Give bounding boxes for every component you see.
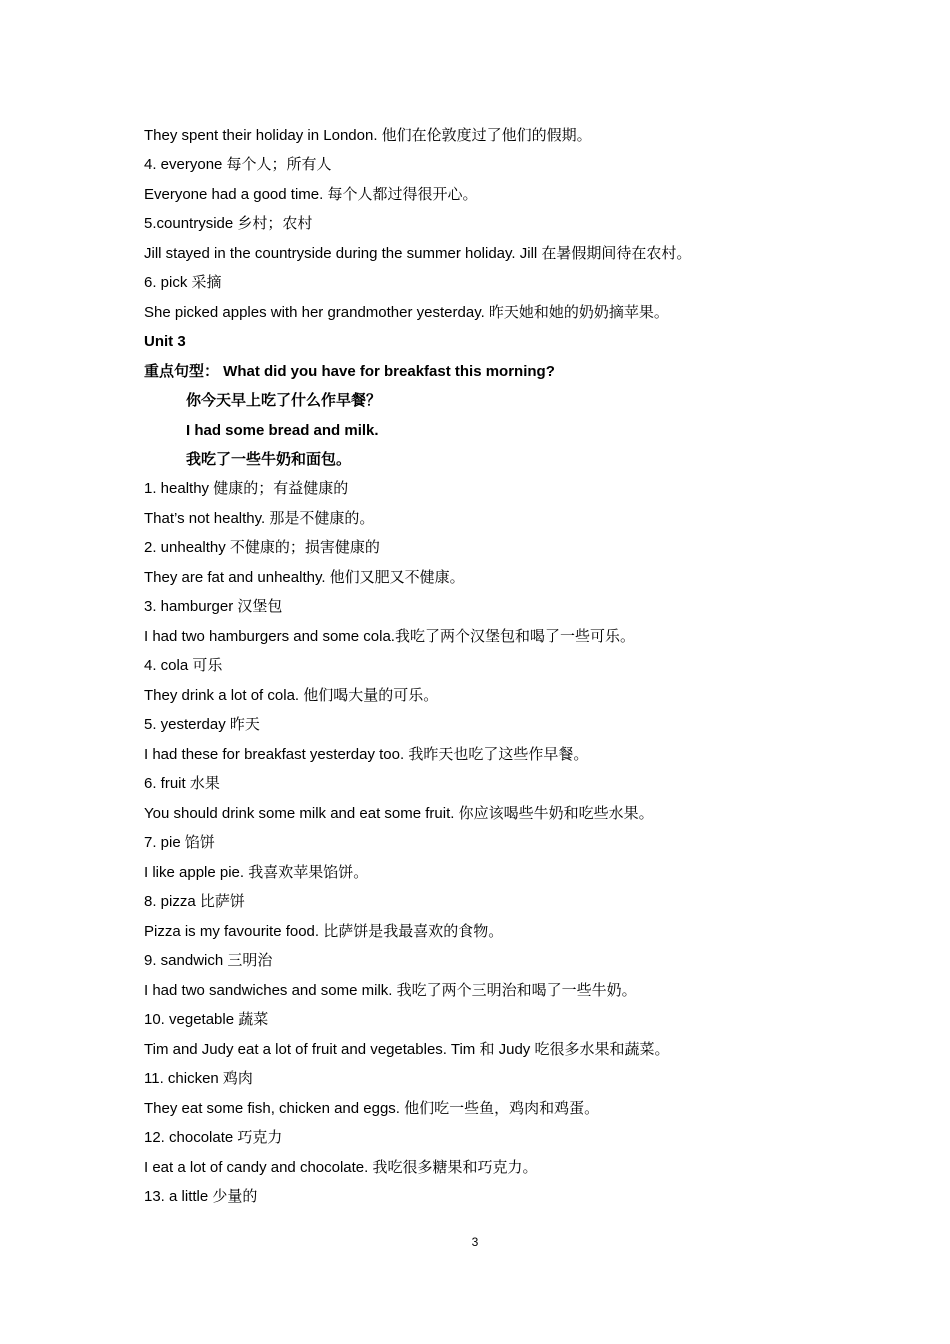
- example-sentence: I had two hamburgers and some cola.我吃了两个汉堡包和喝了一些可乐。: [144, 628, 635, 645]
- vocab-entry: 13. a little 少量的: [144, 1188, 258, 1205]
- example-sentence: You should drink some milk and eat some fruit. 你应该喝些牛奶和吃些水果。: [144, 805, 654, 822]
- vocab-entry: 10. vegetable 蔬菜: [144, 1011, 269, 1028]
- key-sentence-translation: 你今天早上吃了什么作早餐？: [186, 392, 382, 409]
- example-sentence: They are fat and unhealthy. 他们又肥又不健康。: [144, 569, 465, 586]
- example-sentence: I like apple pie. 我喜欢苹果馅饼。: [144, 864, 369, 881]
- example-sentence: They drink a lot of cola. 他们喝大量的可乐。: [144, 687, 439, 704]
- vocab-entry: 2. unhealthy 不健康的；损害健康的: [144, 539, 380, 556]
- vocab-entry: 7. pie 馅饼: [144, 834, 215, 851]
- example-sentence: I eat a lot of candy and chocolate. 我吃很多糖果和巧克力。: [144, 1159, 538, 1176]
- example-sentence: She picked apples with her grandmother yesterday. 昨天她和她的奶奶摘苹果。: [144, 304, 669, 321]
- example-sentence: Jill stayed in the countryside during the summer holiday. Jill 在暑假期间待在农村。: [144, 245, 692, 262]
- vocab-entry: 4. everyone 每个人；所有人: [144, 156, 332, 173]
- unit-heading: Unit 3: [144, 333, 186, 350]
- example-sentence: Pizza is my favourite food. 比萨饼是我最喜欢的食物。: [144, 923, 504, 940]
- page-number: 3: [471, 1235, 479, 1249]
- key-sentence-answer: I had some bread and milk.: [186, 422, 379, 439]
- example-sentence: That’s not healthy. 那是不健康的。: [144, 510, 375, 527]
- vocab-entry: 6. fruit 水果: [144, 775, 220, 792]
- vocab-entry: 9. sandwich 三明治: [144, 952, 273, 969]
- vocab-entry: 3. hamburger 汉堡包: [144, 598, 283, 615]
- vocab-entry: 6. pick 采摘: [144, 274, 222, 291]
- text-line: They spent their holiday in London. 他们在伦敦度过了他们的假期。: [144, 127, 592, 144]
- vocab-entry: 11. chicken 鸡肉: [144, 1070, 253, 1087]
- key-sentence-answer-translation: 我吃了一些牛奶和面包。: [186, 451, 352, 468]
- key-sentence-pattern: 重点句型： What did you have for breakfast this morning?: [144, 363, 555, 380]
- example-sentence: I had these for breakfast yesterday too. 我昨天也吃了这些作早餐。: [144, 746, 589, 763]
- vocab-entry: 4. cola 可乐: [144, 657, 223, 674]
- example-sentence: I had two sandwiches and some milk. 我吃了两个三明治和喝了一些牛奶。: [144, 982, 637, 999]
- vocab-entry: 5.countryside 乡村；农村: [144, 215, 313, 232]
- vocab-entry: 12. chocolate 巧克力: [144, 1129, 283, 1146]
- example-sentence: They eat some fish, chicken and eggs. 他们吃一些鱼，鸡肉和鸡蛋。: [144, 1100, 600, 1117]
- example-sentence: Everyone had a good time. 每个人都过得很开心。: [144, 186, 478, 203]
- vocab-entry: 5. yesterday 昨天: [144, 716, 260, 733]
- vocab-entry: 8. pizza 比萨饼: [144, 893, 245, 910]
- vocab-entry: 1. healthy 健康的；有益健康的: [144, 480, 349, 497]
- example-sentence: Tim and Judy eat a lot of fruit and vegetables. Tim 和 Judy 吃很多水果和蔬菜。: [144, 1041, 670, 1058]
